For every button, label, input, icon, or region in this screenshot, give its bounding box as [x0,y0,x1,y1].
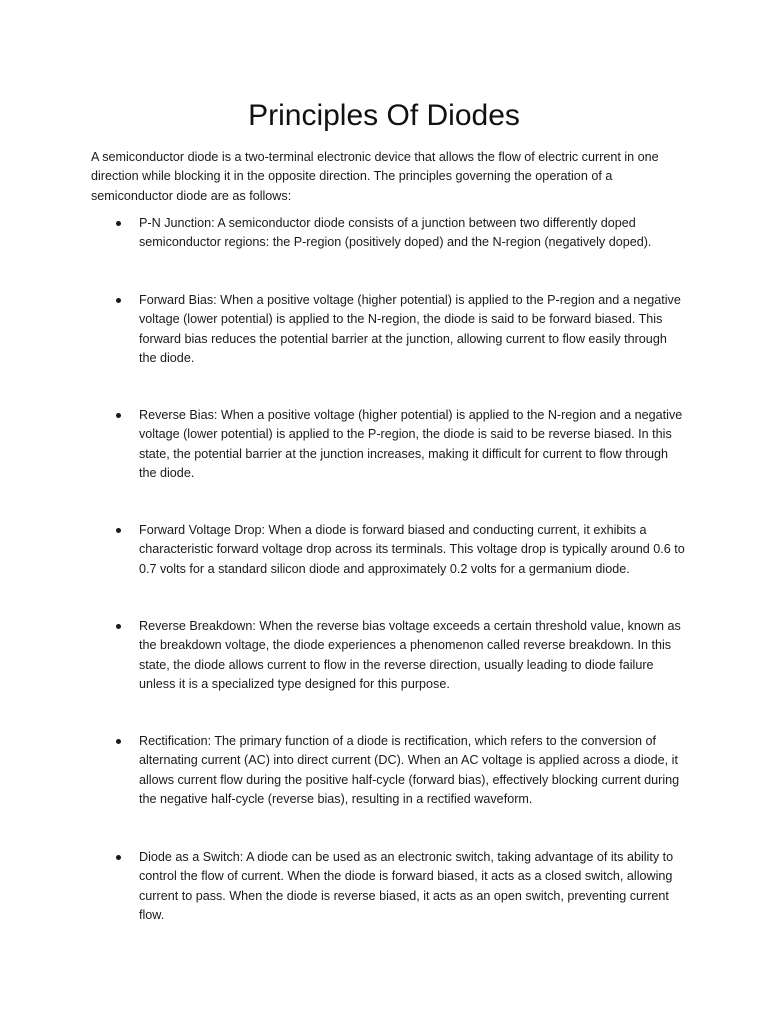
document-title: Principles Of Diodes [248,99,520,132]
bullet-icon [116,528,121,533]
list-item-text: Diode as a Switch: A diode can be used as an electronic switch, taking advantage of its ability to control the flow of current. When the diode is forward biased, it acts as a closed switch, allowing current to pass. When the diode is reverse biased, it acts as an open switch, preventing current flow. [139,850,674,923]
intro-paragraph: A semiconductor diode is a two-terminal electronic device that allows the flow of electric current in one direction while blocking it in the opposite direction. The principles governing the operation of a semiconductor diode are as follows: [91,150,659,203]
bullet-icon [116,855,121,860]
list-item-forward-voltage-drop [139,521,685,579]
list-item-rectification [139,732,685,810]
bullet-icon [116,624,121,629]
list-item-diode-as-switch [139,848,685,926]
list-item-text: Forward Voltage Drop: When a diode is forward biased and conducting current, it exhibits a characteristic forward voltage drop across its terminals. This voltage drop is typically around 0.6 to 0.7 volts for a standard silicon diode and approximately 0.2 volts for a germanium diode. [139,523,685,576]
list-item-text: Reverse Bias: When a positive voltage (higher potential) is applied to the N-region and a negative voltage (lower potential) is applied to the P-region, the diode is said to be reverse biased. In this state, the potential barrier at the junction increases, making it difficult for current to flow through the diode. [139,408,683,481]
list-item-text: Forward Bias: When a positive voltage (higher potential) is applied to the P-region and a negative voltage (lower potential) is applied to the N-region, the diode is said to be forward biased. This forward bias reduces the potential barrier at the junction, allowing current to flow easily through the diode. [139,293,681,366]
bullet-icon [116,298,121,303]
list-item-text: P-N Junction: A semiconductor diode consists of a junction between two differently doped semiconductor regions: the P-region (positively doped) and the N-region (negatively doped). [139,216,652,250]
list-item-forward-bias [139,291,685,369]
list-item-text: Rectification: The primary function of a diode is rectification, which refers to the conversion of alternating current (AC) into direct current (DC). When an AC voltage is applied across a diode, it allows current flow during the positive half-cycle (forward bias), effectively blocking current during the negative half-cycle (reverse bias), resulting in a rectified waveform. [139,734,680,807]
list-item-reverse-bias [139,406,685,484]
bullet-icon [116,413,121,418]
bullet-icon [116,221,121,226]
bullet-icon [116,739,121,744]
list-item-pn-junction [139,214,685,253]
list-item-text: Reverse Breakdown: When the reverse bias voltage exceeds a certain threshold value, known as the breakdown voltage, the diode experiences a phenomenon called reverse breakdown. In this state, the diode allows current to flow in the reverse direction, usually leading to diode failure unless it is a specialized type designed for this purpose. [139,619,681,692]
list-item-reverse-breakdown [139,617,685,695]
